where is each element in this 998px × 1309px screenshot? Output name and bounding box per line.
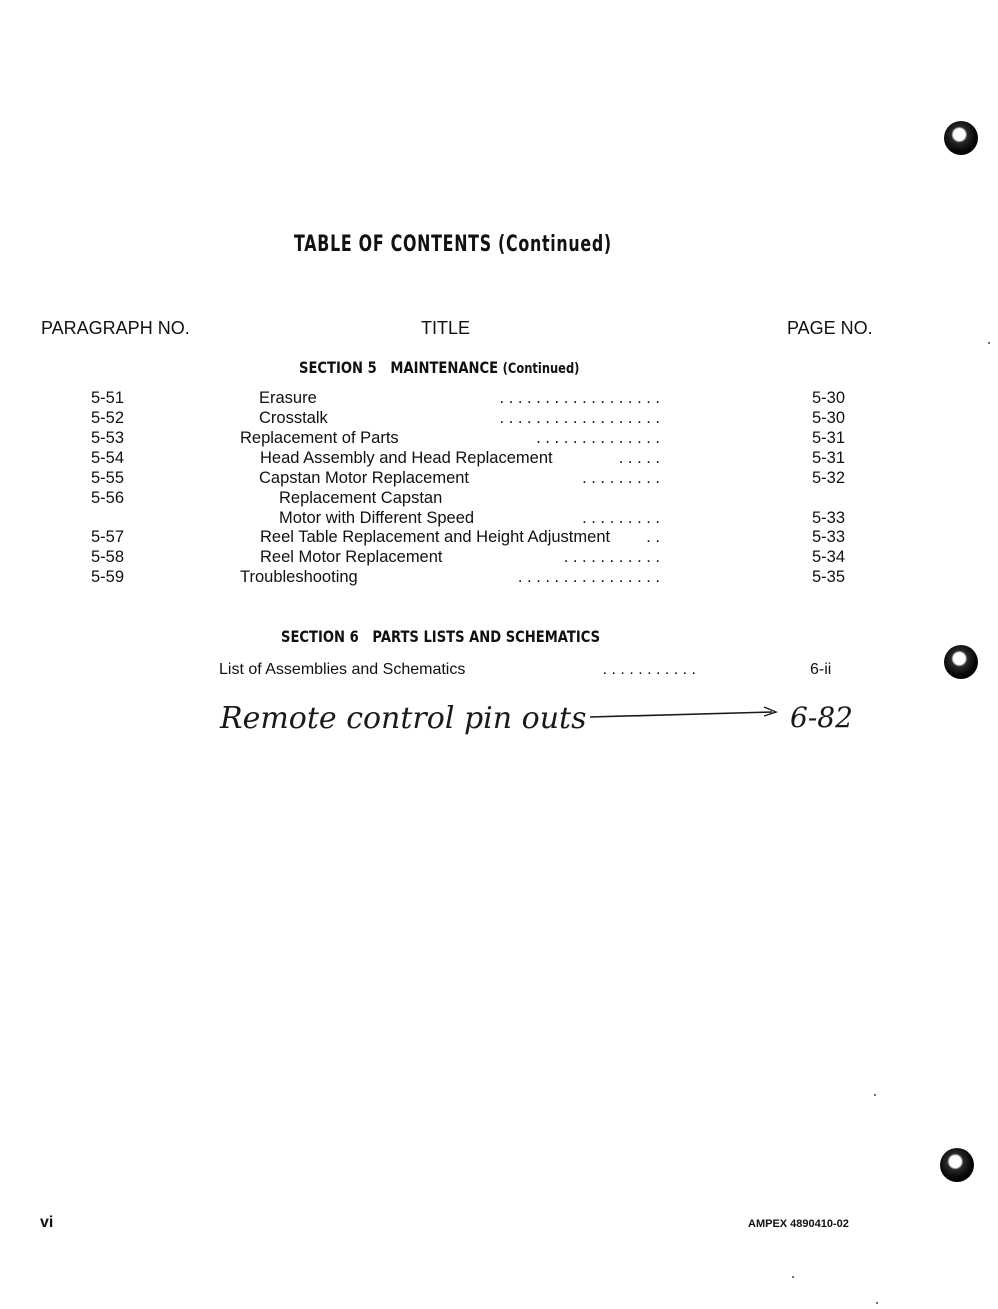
column-header-page: PAGE NO.	[787, 318, 873, 338]
leader-dots: . . . . . . . . . . . . . .	[536, 429, 660, 447]
section-5-heading-text: SECTION 5 MAINTENANCE	[299, 358, 499, 377]
paragraph-number: 5-58	[91, 548, 125, 566]
section-6-heading: SECTION 6 PARTS LISTS AND SCHEMATICS	[281, 627, 601, 646]
entry-title: List of Assemblies and Schematics	[219, 661, 466, 678]
page-number: 5-33	[812, 528, 846, 546]
paragraph-number: 5-57	[91, 528, 125, 546]
leader-dots: . . . . . . . . .	[582, 469, 660, 487]
entry-title: Reel Motor Replacement	[260, 548, 443, 566]
leader-dots: . .	[646, 528, 660, 546]
entry-title: Replacement of Parts	[240, 429, 399, 447]
footer-page-number: vi	[40, 1214, 54, 1231]
paragraph-number: 5-52	[91, 409, 125, 427]
paragraph-number: 5-53	[91, 429, 125, 447]
entry-title: Troubleshooting	[240, 568, 358, 586]
page-number: 5-30	[812, 389, 846, 407]
leader-dots: . . . . .	[618, 449, 660, 467]
paragraph-number: 5-59	[91, 568, 125, 586]
entry-title: Erasure	[259, 389, 317, 407]
handwritten-arrow-line	[590, 712, 772, 717]
leader-dots: . . . . . . . . . . . . . . . .	[517, 568, 660, 586]
page-title: TABLE OF CONTENTS (Continued)	[294, 232, 612, 257]
leader-dots: . . . . . . . . . . . . . . . . . .	[499, 389, 660, 407]
page-number: 5-31	[812, 449, 846, 467]
page-number: 5-33	[812, 509, 846, 527]
page-number: 5-35	[812, 568, 846, 586]
page-number: 6-ii	[810, 661, 832, 678]
leader-dots: . . . . . . . . . . .	[563, 548, 660, 566]
section-5-heading-suffix: (Continued)	[502, 361, 580, 377]
entry-title: Crosstalk	[259, 409, 328, 427]
page-number: 5-30	[812, 409, 846, 427]
leader-dots: . . . . . . . . . . .	[602, 661, 696, 678]
entry-title: Capstan Motor Replacement	[259, 469, 470, 487]
page-number: 5-31	[812, 429, 846, 447]
paragraph-number: 5-56	[91, 489, 125, 507]
entry-title-line2: Motor with Different Speed	[279, 509, 475, 527]
entry-title: Reel Table Replacement and Height Adjustment	[260, 528, 611, 546]
entry-title: Replacement Capstan	[279, 489, 443, 507]
column-header-paragraph: PARAGRAPH NO.	[41, 318, 190, 338]
entry-title: Head Assembly and Head Replacement	[260, 449, 553, 467]
column-header-title: TITLE	[421, 318, 471, 338]
paragraph-number: 5-54	[91, 449, 125, 467]
paragraph-number: 5-51	[91, 389, 125, 407]
leader-dots: . . . . . . . . .	[582, 509, 660, 527]
paragraph-number: 5-55	[91, 469, 125, 487]
handwritten-note-page: 6-82	[790, 701, 853, 734]
handwritten-note-text: Remote control pin outs	[220, 701, 587, 736]
page-number: 5-32	[812, 469, 846, 487]
footer-doc-id: AMPEX 4890410-02	[748, 1218, 849, 1230]
page-number: 5-34	[812, 548, 846, 566]
leader-dots: . . . . . . . . . . . . . . . . . .	[499, 409, 660, 427]
